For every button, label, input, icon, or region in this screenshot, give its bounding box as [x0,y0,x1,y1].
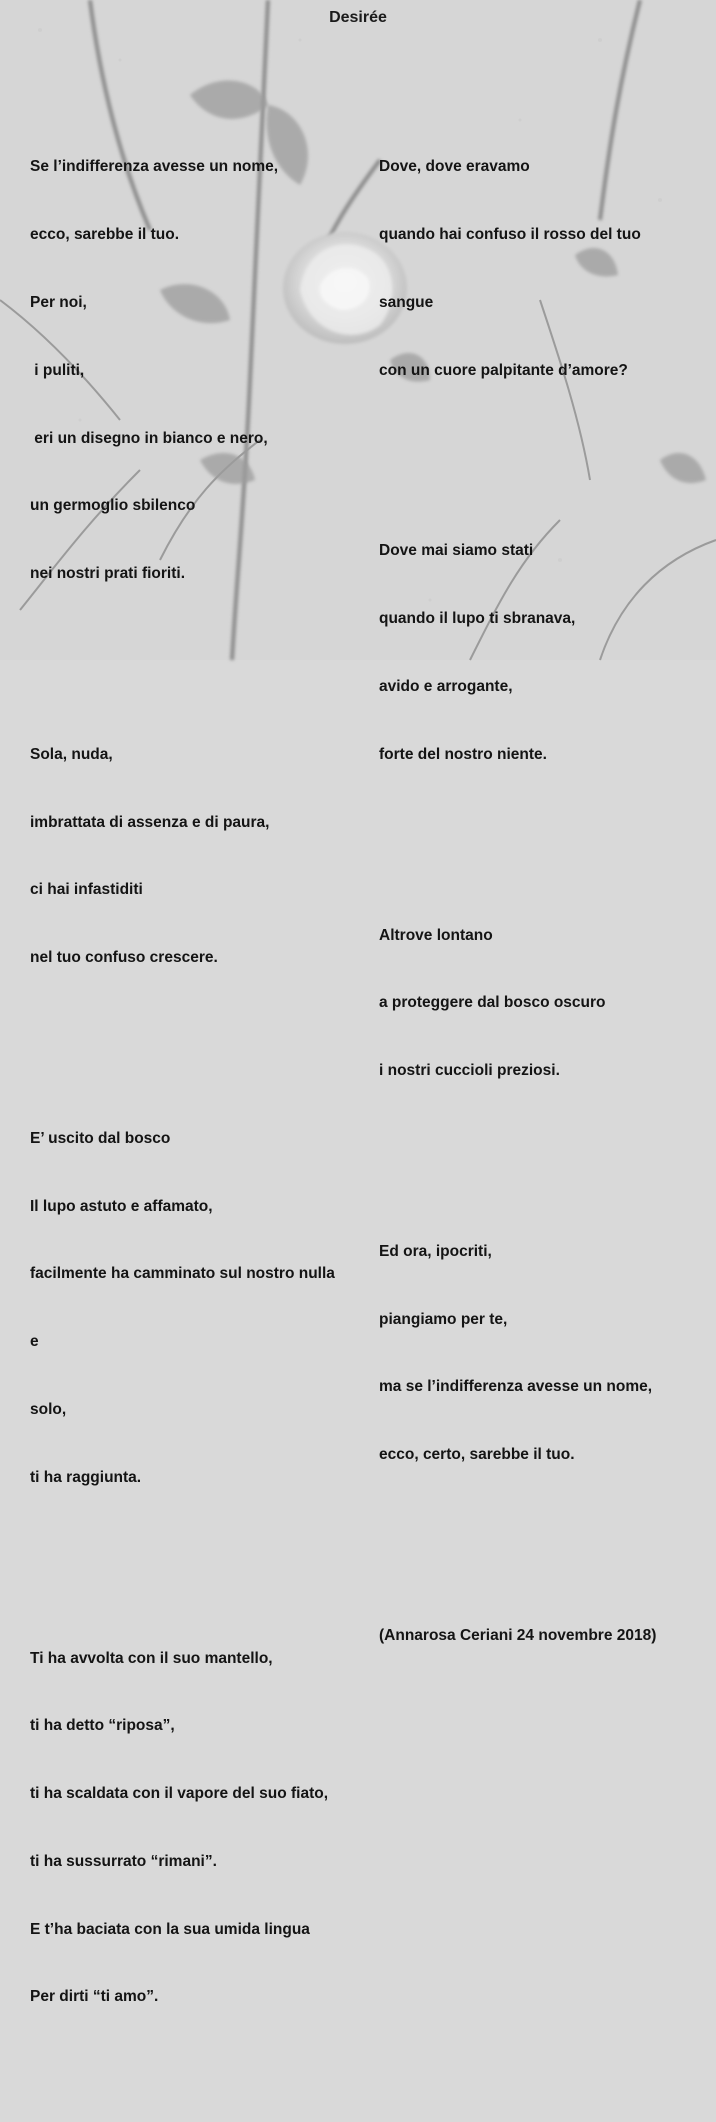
poem-line: E’ uscito dal bosco [30,1129,171,1147]
poem-line: E t’ha baciata con la sua umida lingua [30,1920,310,1938]
poem-line: un germoglio sbilenco [30,497,196,515]
poem-line: quando hai confuso il rosso del tuo [379,226,641,244]
poem-line: ecco, sarebbe il tuo. [30,226,180,244]
poem-line: eri un disegno in bianco e nero, [30,429,268,447]
poem-line: ci hai infastiditi [30,881,143,899]
stanza [30,111,360,631]
stanza [379,879,709,1128]
poem-line: ma se l’indifferenza avesse un nome, [379,1378,653,1396]
poem-line: con un cuore palpitante d’amore? [379,361,628,379]
poem-line: nel tuo confuso crescere. [30,949,218,967]
poem-line: Sola, nuda, [30,745,113,763]
stanza [30,699,360,1015]
stanza [379,1196,709,1512]
poem-line: nei nostri prati fioriti. [30,565,186,583]
poem-line: Il lupo astuto e affamato, [30,1197,213,1215]
poem-line: e [30,1333,39,1351]
poem-line: Ti ha avvolta con il suo mantello, [30,1649,273,1667]
poem-line: i puliti, [30,361,85,379]
poem-line: ti ha detto “riposa”, [30,1717,175,1735]
poem-line: imbrattata di assenza e di paura, [30,813,270,831]
poem-line: ecco, certo, sarebbe il tuo. [379,1446,575,1464]
poem-line: Se l’indifferenza avesse un nome, [30,158,279,176]
poem-line: forte del nostro niente. [379,745,547,763]
stanza [379,495,709,811]
poem-line: Altrove lontano [379,926,493,944]
poem-title: Desirée [329,9,387,26]
poem-line: piangiamo per te, [379,1310,508,1328]
poem-line: i nostri cuccioli preziosi. [379,1062,560,1080]
poem-line: ti ha scaldata con il vapore del suo fiato, [30,1785,329,1803]
poem-left-column [30,66,360,2122]
poem-signature: (Annarosa Ceriani 24 novembre 2018) [379,1626,657,1644]
poem-line: facilmente ha camminato sul nostro nulla [30,1265,335,1283]
poem-line: sangue [379,293,434,311]
stanza [30,1083,360,1535]
stanza [30,1602,360,2054]
poem-line: Ed ora, ipocriti, [379,1242,492,1260]
poem-line: Per dirti “ti amo”. [30,1988,159,2006]
poem-line: avido e arrogante, [379,678,513,696]
poem-line: quando il lupo ti sbranava, [379,610,576,628]
author-credit [379,1580,709,1693]
poem-line: Per noi, [30,293,87,311]
poem-line: solo, [30,1401,67,1419]
stanza [379,111,709,427]
poem-right-column [379,66,709,1761]
poem-line: ti ha raggiunta. [30,1468,142,1486]
poem-line: a proteggere dal bosco oscuro [379,994,606,1012]
poem-line: Dove, dove eravamo [379,158,530,176]
poem-line: Dove mai siamo stati [379,542,534,560]
poem-line: ti ha sussurrato “rimani”. [30,1852,217,1870]
